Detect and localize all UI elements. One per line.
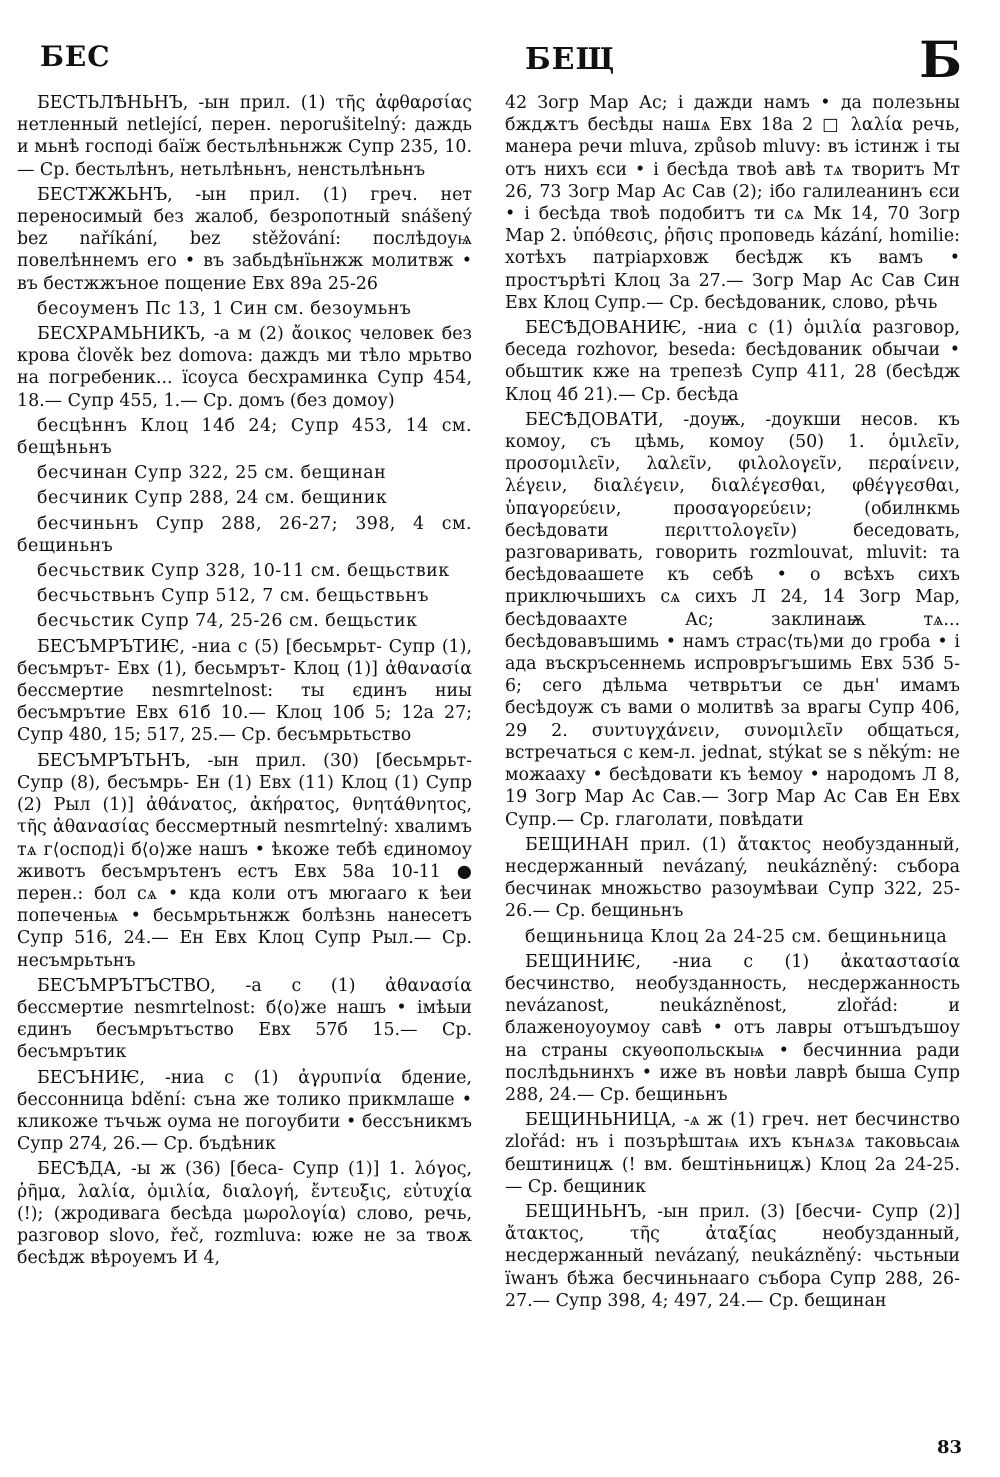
dictionary-entry: БЕСТЖЖЬНЪ, -ын прил. (1) греч. нет переносимый без жалоб, безропотный snášený bez naříkání, bez stěžování: послѣдоуѩ повелѣннемъ его • въ забьдѣнїьнжж молитвж • въ бестжжъное пощение Евх 89а 25-26	[17, 184, 472, 294]
page-number: 83	[936, 1437, 962, 1458]
dictionary-entry: бесчиник Супр 288, 24 см. бещиник	[37, 488, 388, 509]
left-column	[17, 92, 472, 1272]
dictionary-entry: БЕСХРАМЬНИКЪ, -а м (2) ἄοικος человек без крова člověk bez domova: даждъ ми тѣло мрьтво на погребеник... їсоуса бесхраминка Супр 454, 18.— Супр 455, 1.— Ср. домъ (без домоу)	[17, 324, 472, 411]
dictionary-entry: бесцѣннъ Клоц 14б 24; Супр 453, 14 см. бещѣньнъ	[17, 415, 472, 459]
dictionary-entry: бещиньница Клоц 2а 24-25 см. бещиньница	[525, 926, 948, 947]
dictionary-entry: бесчьстик Супр 74, 25-26 см. бещьстик	[37, 611, 418, 632]
dictionary-entry: бесоуменъ Пс 13, 1 Син см. безоумьнъ	[37, 298, 412, 319]
dictionary-entry: бесчьствик Супр 328, 10-11 см. бещьствик	[37, 561, 450, 582]
dictionary-entry: БЕСЪНИѤ, -ниа с (1) ἀγρυπνία бдение, бессонница bdění: съна же толико прикмлаше • кликоже тъчьж оума не погоубити • бессъникмъ Супр 274, 26.— Ср. бъдѣник	[17, 1067, 472, 1155]
dictionary-entry: БЕСѢДОВАТИ, -доуѭ, -доукши несов. къ комоу, съ цѣмь, комоу (50) 1. ὁμιλεῖν, προσομιλεῖν, λαλεῖν, φιλολογεῖν, περαίνειν, λέγειν, διαλέγειν, διαλέγεσθαι, φθέγγεσθαι, ὑπαγορεύειν, προσαγορεύειν; (обилнкмь бесѣдовати περιττολογεῖν) беседовать, разговаривать, говорить rozmlouvat, mluvit: та бесѣдоваашете къ себѣ • о всѣхъ сихъ приключьшихъ сѧ сихъ Л 24, 14 Зогр Мар, бесѣдоваахте Ас; заклинаѭ тѧ... бесѣдовавъшимь • намъ страс⟨ть⟩ми до гроба • і ада въскръсеннемь испровръгъшимь Евх 53б 5-6; сего дѣльма четврьтъи се дьн' имамъ бесѣдоуж съ вами о молитвѣ за врагы Супр 406, 29 2. συντυγχάνειν, συνομιλεῖν общаться, встречаться с кем-л. jednat, stýkat se s někým: не можааху • бесѣдовати къ ѣемоу • народомъ Л 8, 19 Зогр Мар Ас Сав.— Зогр Мар Ас Сав Ен Евх Супр.— Ср. глаголати, повѣдати	[505, 409, 960, 830]
dictionary-entry: БЕСЪМРЪТЪСТВО, -а с (1) ἀθανασία бессмертие nesmrtelnost: б⟨о⟩же нашъ • імѣыи єдинъ бесъмрътъство Евх 57б 15.— Ср. бесъмрътик	[17, 975, 472, 1063]
dictionary-entry: БЕСЪМРЪТЬНЪ, -ын прил. (30) [бесьмрьт- Супр (8), бесъмрь- Ен (1) Евх (11) Клоц (1) Супр (2) Рыл (1)] ἀθάνατος, ἀκήρατος, θνητάθνητος, τῆς ἀθανασίας бессмертный nesmrtelný: хвалимъ тѧ г⟨оспод⟩і б⟨о⟩же нашъ • ѣкоже тебѣ єдиномоу животъ бесъмрътенъ естъ Евх 58а 10-11 ● перен.: бол сѧ • кда коли отъ мюгааго к ѣеи попеченьѩ • бесьмрьтьнжж болѣзнь нанесетъ Супр 516, 24.— Ен Евх Клоц Супр Рыл.— Ср. несъмрьтьнъ	[17, 750, 472, 971]
dictionary-entry: БЕСТЬЛѢНЬНЪ, -ын прил. (1) τῆς ἀφθαρσίας нетленный netlející, перен. neporušitelný: даждь и мьнѣ господі баїж бестьлѣньнжж Супр 235, 10.— Ср. бестьлѣнъ, нетьлѣньнъ, ненстьлѣньнъ	[17, 93, 472, 180]
dictionary-entry: БЕСѢДА, -ы ж (36) [беса- Супр (1)] 1. λόγος, ῥῆμα, λαλία, ὁμιλία, διαλογή, ἔντευξις, εὐτυχία (!); (жродивага бесѣда μωρολογία) слово, речь, разговор slovo, řeč, rozmluva: юже не за твоѫ бесѣдж вѣроуемъ И 4,	[17, 1159, 472, 1269]
dictionary-entry: БЕЩИНЬНЪ, -ын прил. (3) [бесчи- Супр (2)] ἄτακτος, τῆς ἀταξίας необузданный, несдержанный nevázaný, neukázněný: чьстьныи їwанъ бѣжа бесчиньнааго събора Супр 288, 26-27.— Супр 398, 4; 497, 24.— Ср. бещинан	[505, 1201, 960, 1311]
dictionary-entry: БЕСѢДОВАНИѤ, -ниа с (1) ὁμιλία разговор, беседа rozhovor, beseda: бесѣдованик обычаи • обьштик кже на трепезѣ Супр 411, 28 (бесѣдж Клоц 4б 21).— Ср. бесѣда	[505, 318, 960, 405]
dictionary-entry: БЕЩИНАН прил. (1) ἄτακτος необузданный, несдержанный nevázaný, neukázněný: събора бесчинак множьство разоумѣваи Супр 322, 25-26.— Ср. бещиньнъ	[505, 834, 960, 922]
dictionary-entry: бесчинан Супр 322, 25 см. бещинан	[37, 463, 387, 484]
dictionary-entry-continuation: 42 Зогр Мар Ас; і дажди намъ • да полезьны бждѫтъ бесѣды нашѧ Евх 18а 2 □ λαλία речь, манера речи mluva, způsob mluvy: въ істинж і ты отъ нихъ єси • і бесѣда твоѣ авѣ тѧ творитъ Мт 26, 73 Зогр Мар Ас Сав (2); ібо галилеанинъ єси • і бесѣда твоѣ подобитъ ти сѧ Мк 14, 70 Зогр Мар 2. ὑπόθεσις, ῥῆσις проповедь kázání, homilie: хотѣхъ патріарховж бесѣдж къ вамъ • простърѣті Клоц 3а 27.— Зогр Мар Ас Сав Син Евх Клоц Супр.— Ср. бесѣдованик, слово, рѣчь	[505, 93, 960, 313]
dictionary-entry: бесчьствьнъ Супр 512, 7 см. бещьствьнъ	[37, 586, 429, 607]
running-head-left: БЕС	[40, 40, 111, 73]
dictionary-entry: БЕЩИНИѤ, -ниа с (1) ἀκαταστασία бесчинство, необузданность, несдержанность nevázanost, neukázněnost, zlořád: и блаженоуоумоу савѣ • отъ лавры отъшъдъшоу на страны скуѳопольскыѩ • бесчинниа ради послѣдьнинхъ • иже въ новѣи лаврѣ быша Супр 288, 24.— Ср. бещиньнъ	[505, 951, 960, 1105]
dictionary-entry: БЕЩИНЬНИЦА, -ѧ ж (1) греч. нет бесчинство zlořád: нъ і позърѣштаѩ ихъ кънѧзѧ таковьсаѩ бештиницѫ (! вм. бештіньницѫ) Клоц 2а 24-25.— Ср. бещиник	[505, 1110, 960, 1197]
dictionary-entry: БЕСЪМРЪТИѤ, -ниа с (5) [бесьмрьт- Супр (1), бесъмрът- Евх (1), бесьмрът- Клоц (1)] ἀθανασία бессмертие nesmrtelnost: ты єдинъ ниы бесъмрътие Евх 61б 10.— Клоц 10б 5; 12а 27; Супр 480, 15; 517, 25.— Ср. бесъмрьтьство	[17, 636, 472, 746]
running-head-center: БЕЩ	[525, 42, 616, 77]
dictionary-entry: бесчиньнъ Супр 288, 26-27; 398, 4 см. бещиньнъ	[17, 513, 472, 556]
section-letter: Б	[919, 30, 962, 89]
page-header	[0, 30, 1000, 90]
right-column	[505, 92, 960, 1315]
